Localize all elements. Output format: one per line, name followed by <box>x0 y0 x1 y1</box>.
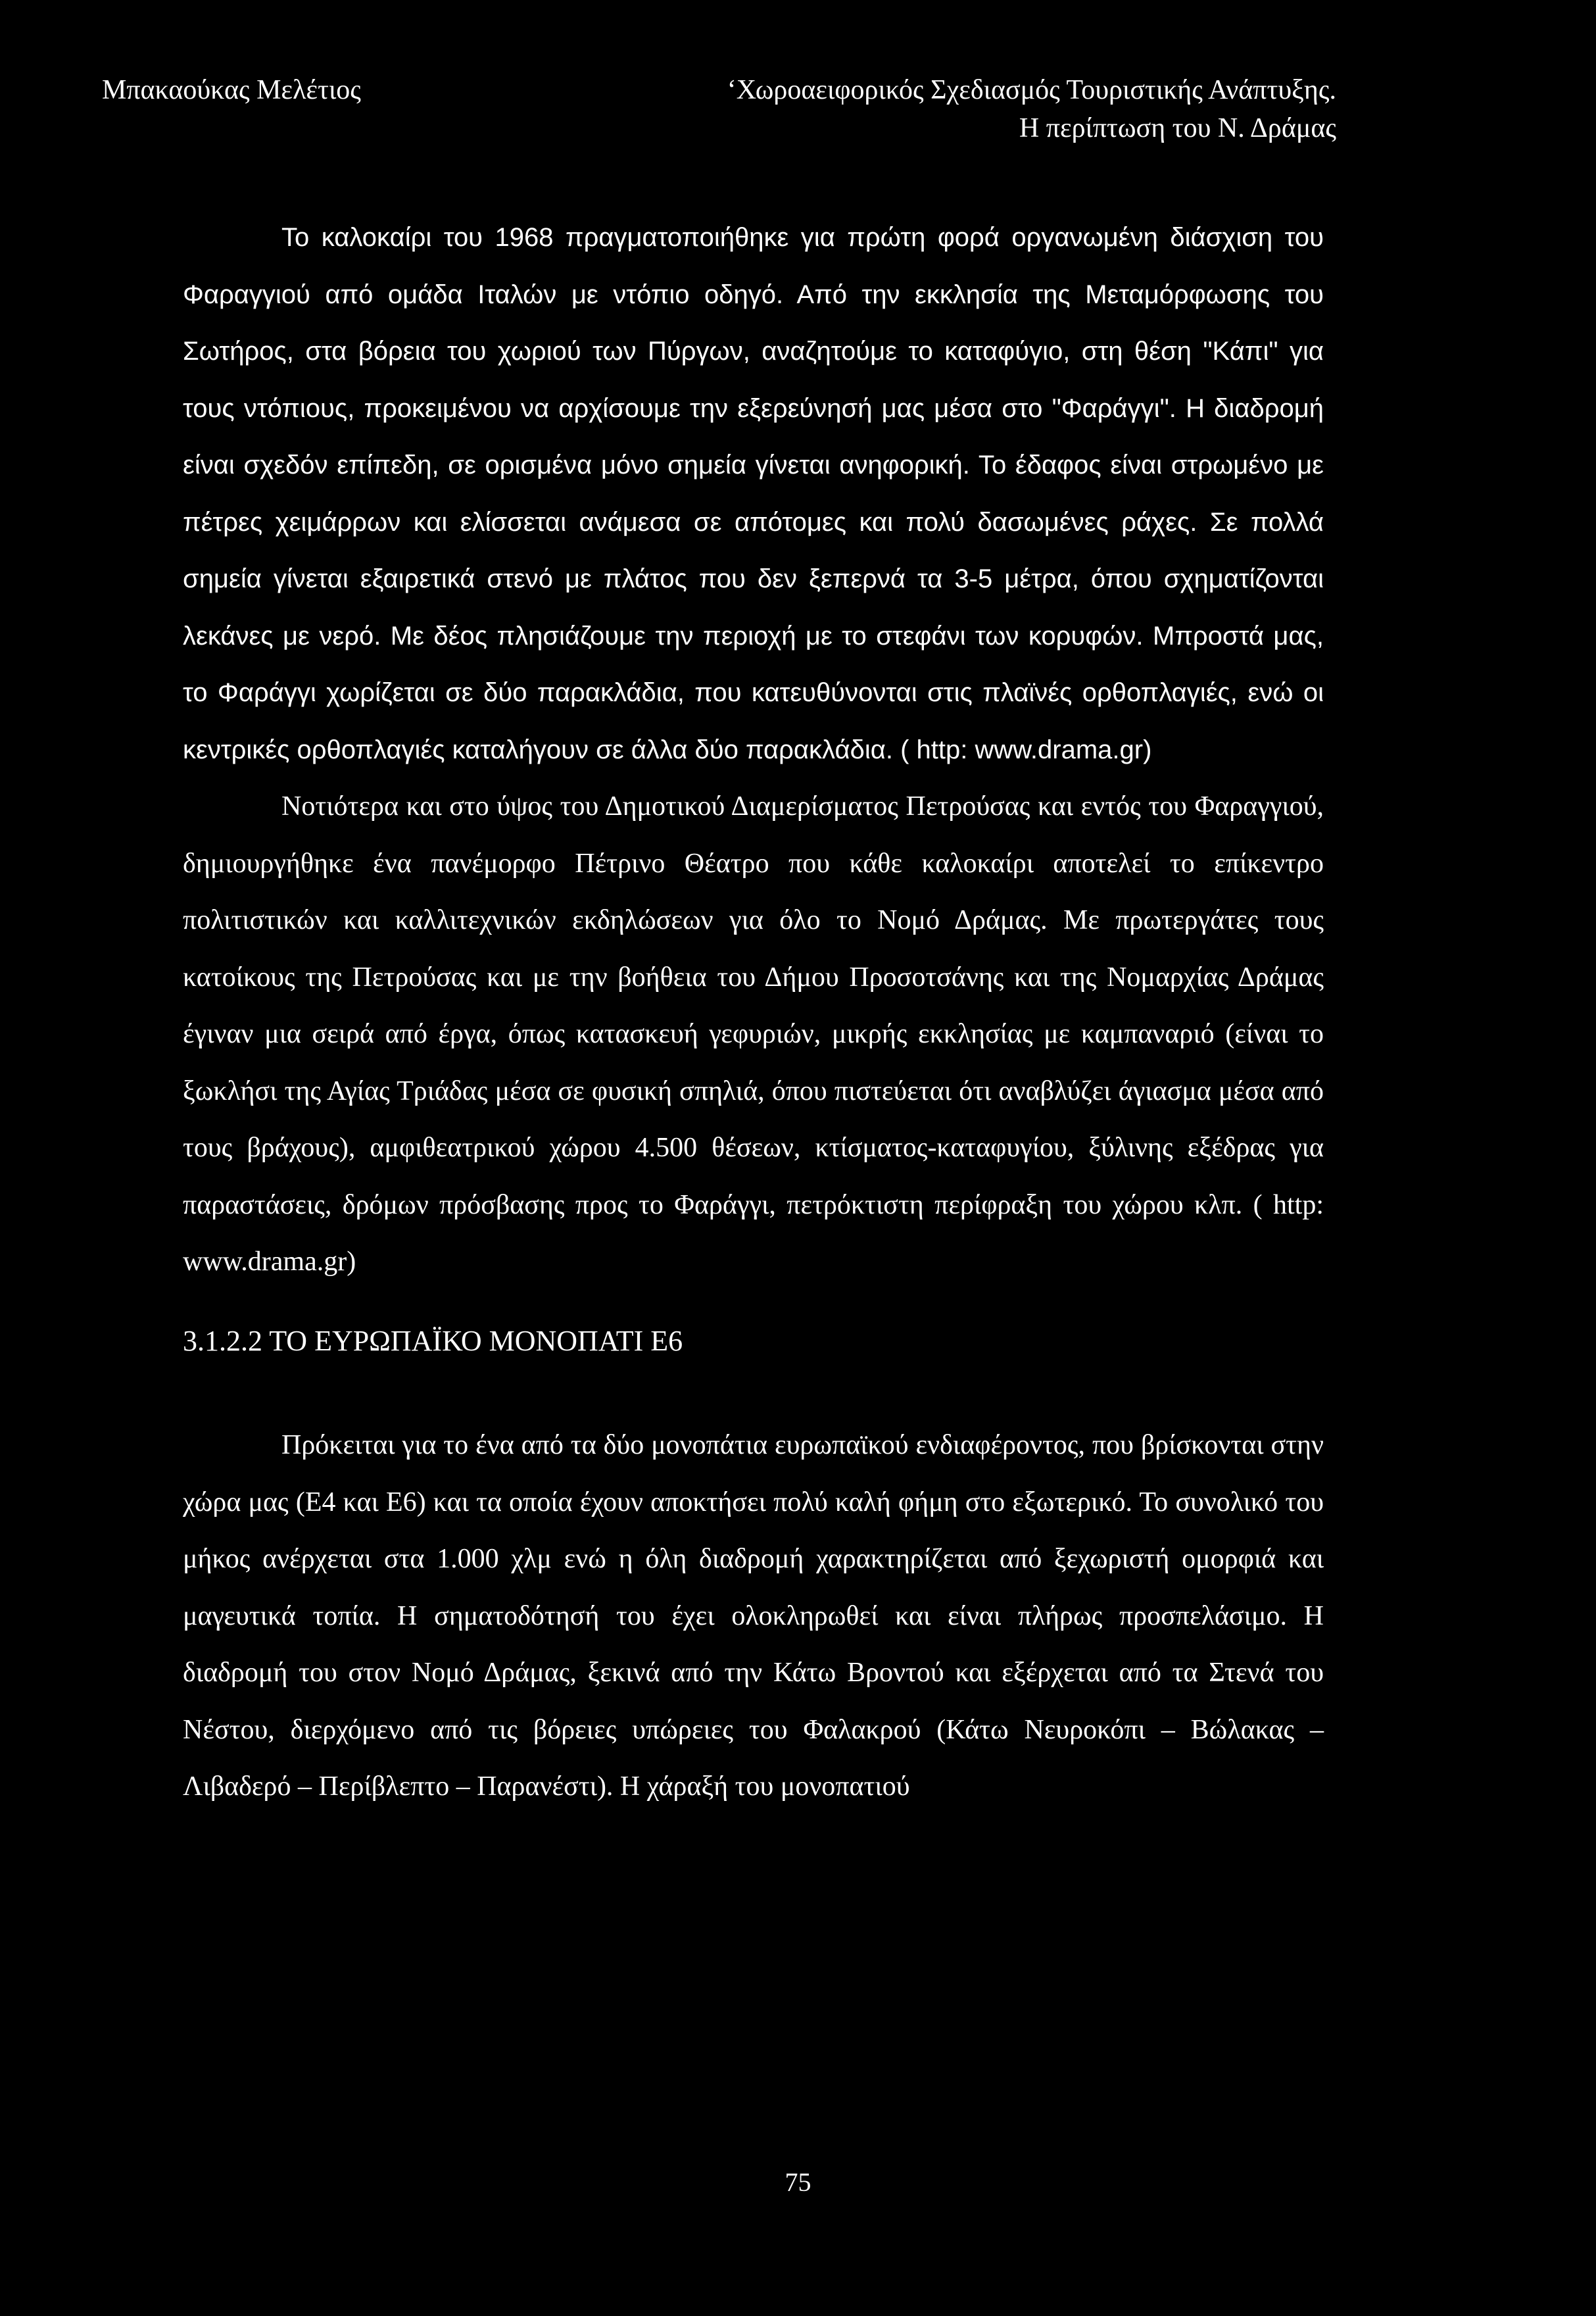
page-number: 75 <box>785 2167 811 2197</box>
header-title <box>727 71 1336 147</box>
header-author: Μπακαούκας Μελέτιος <box>102 75 361 105</box>
paragraph-e6-trail: Πρόκειται για το ένα από τα δύο μονοπάτια ευρωπαϊκού ενδιαφέροντος, που βρίσκονται στην χώρα μας (Ε4 και Ε6) και τα οποία έχουν αποκτήσει πολύ καλή φήμη στο εξωτερικό. Το συνολικό του μήκος ανέρχεται στα 1.000 χλμ ενώ η όλη διαδρομή χαρακτηρίζεται από ξεχωριστή ομορφιά και μαγευτικά τοπία. Η σηματοδότησή του έχει ολοκληρωθεί και είναι πλήρως προσπελάσιμο. Η διαδρομή του στον Νομό Δράμας, ξεκινά από την Κάτω Βροντού και εξέρχεται από τα Στενά του Νέστου, διερχόμενο από τις βόρειες υπώρειες του Φαλακρού (Κάτω Νευροκόπι – Βώλακας – Λιβαδερό – Περίβλεπτο – Παρανέστι). Η χάραξή του μονοπατιού <box>183 1430 1324 1802</box>
header-title-line-1: ‘Χωροαειφορικός Σχεδιασμός Τουριστικής Ανάπτυξης. <box>727 75 1336 105</box>
paragraph-gorge-crossing: Το καλοκαίρι του 1968 πραγματοποιήθηκε για πρώτη φορά οργανωμένη διάσχιση του Φαραγγιού από ομάδα Ιταλών με ντόπιο οδηγό. Από την εκκλησία της Μεταμόρφωσης του Σωτήρος, στα βόρεια του χωριού των Πύργων, αναζητούμε το καταφύγιο, στη θέση "Κάπι" για τους ντόπιους, προκειμένου να αρχίσουμε την εξερεύνησή μας μέσα στο "Φαράγγι". Η διαδρομή είναι σχεδόν επίπεδη, σε ορισμένα μόνο σημεία γίνεται ανηφορική. Το έδαφος είναι στρωμένο με πέτρες χειμάρρων και ελίσσεται ανάμεσα σε απότομες και πολύ δασωμένες ράχες. Σε πολλά σημεία γίνεται εξαιρετικά στενό με πλάτος που δεν ξεπερνά τα 3-5 μέτρα, όπου σχηματίζονται λεκάνες με νερό. Με δέος πλησιάζουμε την περιοχή με το στεφάνι των κορυφών. Μπροστά μας, το Φαράγγι χωρίζεται σε δύο παρακλάδια, που κατευθύνονται στις πλαϊνές ορθοπλαγιές, ενώ οι κεντρικές ορθοπλαγιές καταλήγουν σε άλλα δύο παρακλάδια. ( http: www.drama.gr) <box>183 223 1324 764</box>
header-title-line-2: Η περίπτωση του Ν. Δράμας <box>1019 113 1336 143</box>
page-header <box>0 71 1596 163</box>
paragraph-stone-theatre: Νοτιότερα και στο ύψος του Δημοτικού Διαμερίσματος Πετρούσας και εντός του Φαραγγιού, δημιουργήθηκε ένα πανέμορφο Πέτρινο Θέατρο που κάθε καλοκαίρι αποτελεί το επίκεντρο πολιτιστικών και καλλιτεχνικών εκδηλώσεων για όλο το Νομό Δράμας. Με πρωτεργάτες τους κατοίκους της Πετρούσας και με την βοήθεια του Δήμου Προσοτσάνης και της Νομαρχίας Δράμας έγιναν μια σειρά από έργα, όπως κατασκευή γεφυριών, μικρής εκκλησίας με καμπαναριό (είναι το ξωκλήσι της Αγίας Τριάδας μέσα σε φυσική σπηλιά, όπου πιστεύεται ότι αναβλύζει άγιασμα μέσα από τους βράχους), αμφιθεατρικού χώρου 4.500 θέσεων, κτίσματος-καταφυγίου, ξύλινης εξέδρας για παραστάσεις, δρόμων πρόσβασης προς το Φαράγγι, πετρόκτιστη περίφραξη του χώρου κλπ. ( http: www.drama.gr) <box>183 791 1324 1277</box>
section-heading: 3.1.2.2 ΤΟ ΕΥΡΩΠΑΪΚΟ ΜΟΝΟΠΑΤΙ Ε6 <box>183 1324 683 1357</box>
document-body <box>183 209 1324 1815</box>
